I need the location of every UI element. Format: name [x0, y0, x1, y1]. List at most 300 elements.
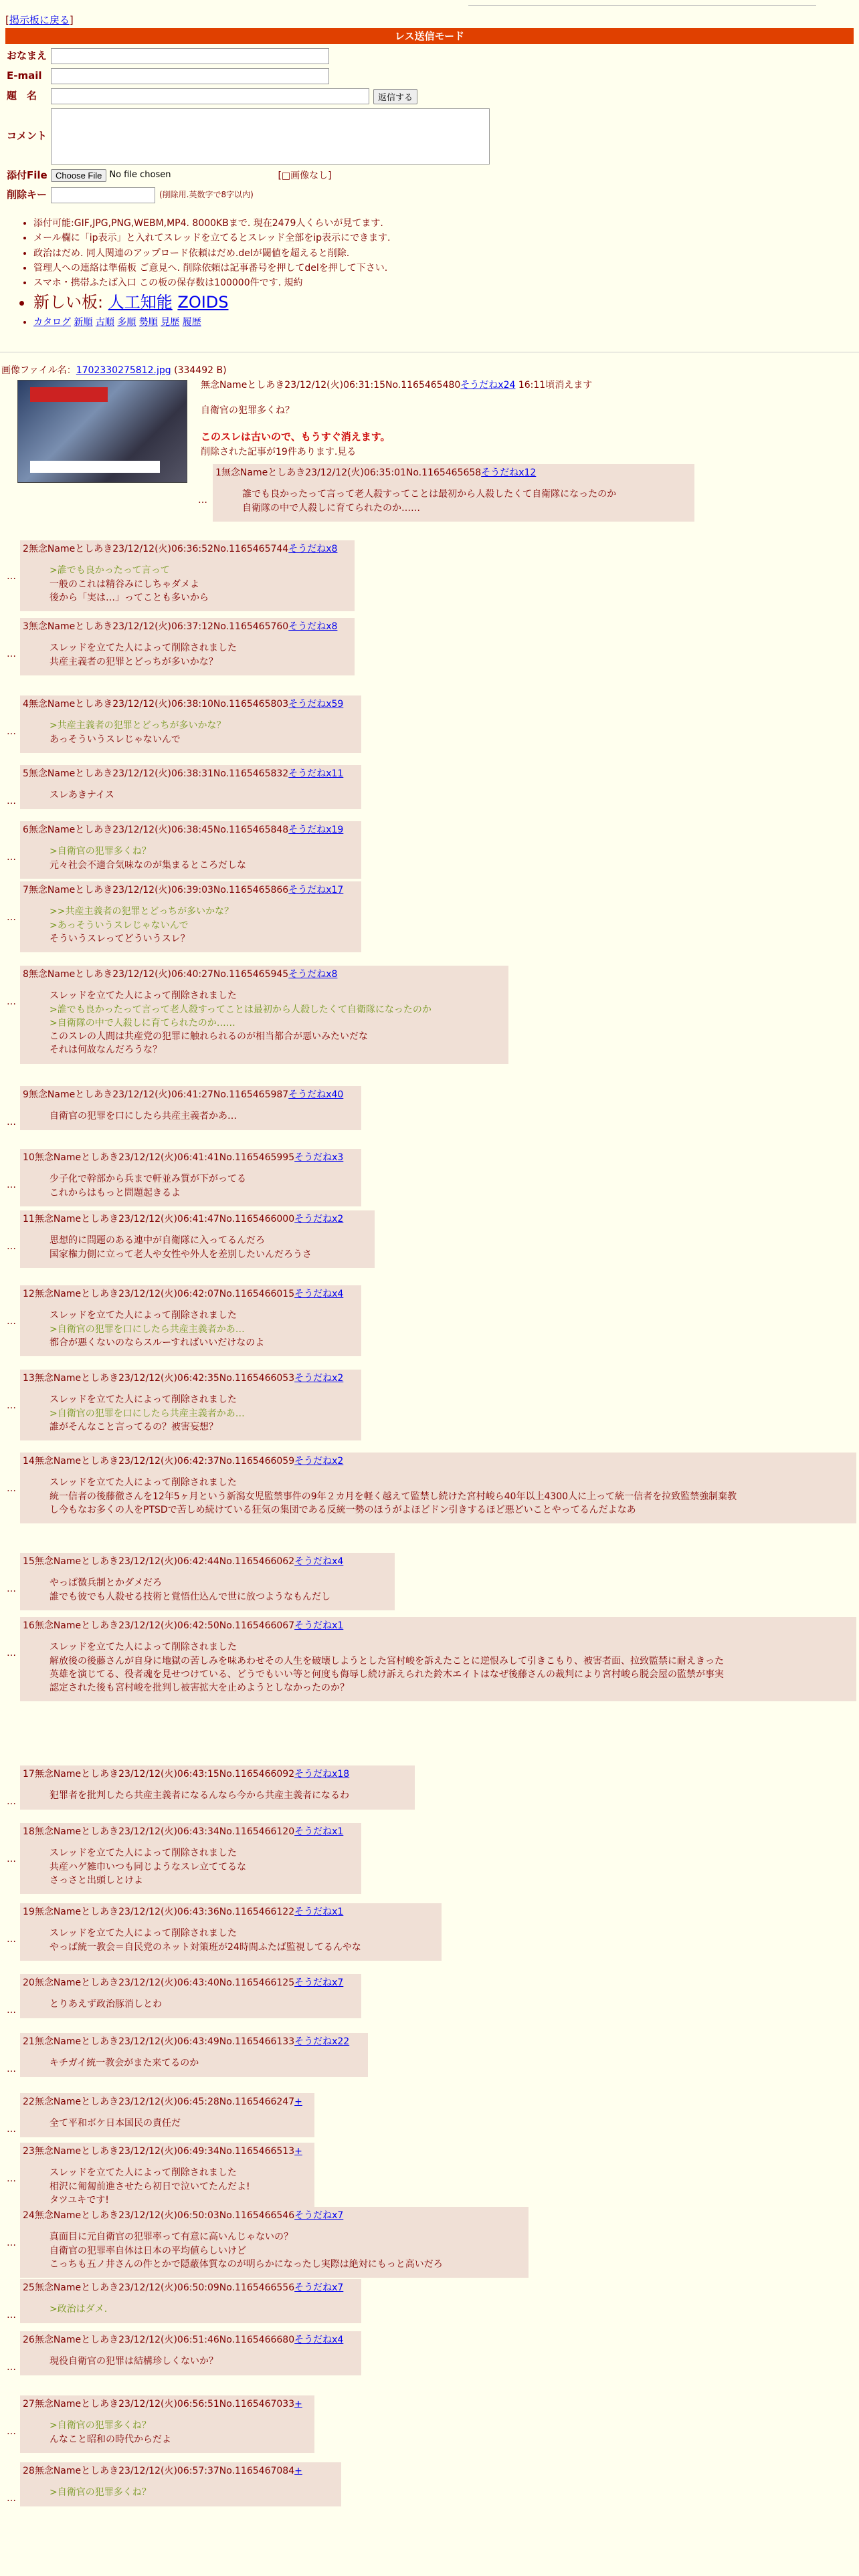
- reply-indent-marker: …: [7, 2426, 16, 2437]
- reply-box: [20, 1765, 415, 1810]
- soudane-link[interactable]: そうだねx19: [288, 825, 344, 835]
- reply-header: [23, 1212, 368, 1226]
- soudane-link[interactable]: そうだねx2: [294, 1373, 344, 1384]
- reply-header: [23, 542, 348, 556]
- soudane-link[interactable]: そうだねx12: [481, 467, 537, 478]
- reply-line: スレあきナイス: [50, 790, 114, 801]
- reply-line: あっそういうスレじゃないんで: [50, 734, 181, 745]
- reply-line: 自衛官の犯罪を口にしたら共産主義者かあ…: [50, 1111, 237, 1122]
- quoted-line: >>共産主義者の犯罪とどっちが多いかな？: [50, 906, 234, 918]
- reply-box: [20, 1823, 361, 1894]
- reply-header: [23, 620, 348, 633]
- reply-header: [23, 1976, 355, 1990]
- reply-post: [7, 1974, 361, 2018]
- reply-indent-marker: …: [7, 2493, 16, 2504]
- reply-line: スレッドを立てた人によって削除されました: [50, 643, 237, 654]
- reply-header: [23, 1825, 355, 1838]
- reply-header: [23, 1555, 388, 1568]
- reply-header-text: 14無念Nameとしあき23/12/12(火)06:42:37No.1165466059: [23, 1456, 295, 1467]
- reply-line: んなこと昭和の時代からだよ: [50, 2434, 171, 2445]
- reply-post: [7, 1823, 361, 1894]
- delete-key-input[interactable]: [51, 187, 155, 203]
- reply-indent-marker: …: [7, 1117, 16, 1128]
- reply-header: [23, 2281, 355, 2294]
- reply-line: スレッドを立てた人によって削除されました: [50, 1642, 237, 1653]
- soudane-link[interactable]: そうだねx1: [294, 1826, 344, 1837]
- soudane-link[interactable]: そうだねx3: [294, 1152, 344, 1163]
- reply-header: [23, 1287, 355, 1301]
- soudane-link[interactable]: そうだねx22: [294, 2036, 350, 2047]
- reply-line: 認定された後も宮村峻を批判し被害拡大を止めようとしなかったのか？: [50, 1683, 349, 1694]
- reply-box: [20, 1553, 395, 1610]
- reply-post: [7, 2093, 314, 2137]
- soudane-link[interactable]: そうだねx18: [294, 1769, 350, 1780]
- new-board-link-ai[interactable]: 人工知能: [108, 293, 173, 312]
- op-expiry: 16:11頃消えます: [518, 380, 593, 391]
- soudane-link[interactable]: +: [294, 2097, 302, 2107]
- reply-body: [23, 2230, 522, 2271]
- email-input[interactable]: [51, 68, 329, 84]
- reply-body: [215, 488, 688, 515]
- reply-post: [7, 1553, 395, 1610]
- comment-textarea[interactable]: [51, 108, 490, 165]
- news-caption-bottom: [30, 461, 160, 473]
- quoted-line: >自衛官の犯罪多くね？: [50, 2420, 151, 2432]
- sort-new-link[interactable]: 新順: [74, 317, 93, 328]
- reply-header: [215, 466, 688, 479]
- reply-indent-marker: …: [7, 1796, 16, 1807]
- reply-line: 英雄を演じてる、役者魂を見せつけている、どうでもいい等と何度も侮辱し続け訴えられた鈴木エイトはなぜ後藤さんの裁判により宮村峻ら脱会屋の監禁が事実: [50, 1669, 724, 1680]
- reply-box: [20, 695, 361, 753]
- news-caption-top: [30, 387, 108, 402]
- reply-header: [23, 697, 355, 711]
- quoted-line: >政治はダメ.: [50, 2304, 108, 2315]
- reply-post: [7, 821, 361, 879]
- reply-header: [23, 968, 502, 981]
- reply-body: [23, 1234, 368, 1261]
- reply-line: 後から「実は…」ってことも多いから: [50, 592, 209, 603]
- soudane-link[interactable]: そうだねx17: [288, 885, 344, 895]
- image-file-label: 画像ファイル名：: [1, 365, 76, 376]
- reply-line: それは何故なんだろうな？: [50, 1045, 162, 1056]
- reply-line: 犯罪者を批判したら共産主義者になるんなら今から共産主義者になるわ: [50, 1790, 349, 1802]
- op-header: 無念Nameとしあき23/12/12(火)06:31:15No.1165465480: [201, 380, 461, 391]
- reply-line: これからはもっと問題起きるよ: [50, 1187, 181, 1198]
- reply-header: [23, 1767, 408, 1781]
- email-label: E-mail: [7, 70, 42, 82]
- reply-header-text: 23無念Nameとしあき23/12/12(火)06:49:34No.1165466513: [23, 2146, 295, 2157]
- reply-header-text: 2無念Nameとしあき23/12/12(火)06:36:52No.1165465744: [23, 544, 289, 554]
- soudane-link[interactable]: そうだねx2: [294, 1214, 344, 1224]
- soudane-link[interactable]: そうだねx8: [288, 621, 338, 632]
- reply-form: [7, 48, 490, 207]
- delete-key-label: 削除キー: [7, 188, 47, 201]
- reply-body: [23, 1998, 355, 2011]
- reply-post: [7, 966, 508, 1064]
- reply-header: [23, 2209, 522, 2222]
- quoted-line: >自衛官の犯罪を口にしたら共産主義者かあ…: [50, 1323, 245, 1335]
- reply-header-text: 7無念Nameとしあき23/12/12(火)06:39:03No.1165465866: [23, 885, 289, 895]
- submit-reply-button[interactable]: 返信する: [373, 89, 417, 104]
- deleted-count: 削除された記事が19件あります.見る: [201, 447, 357, 458]
- reply-post: [7, 1617, 856, 1701]
- info-item: • 管理人への連絡は準備板 ご意見へ. 削除依頼は記事番号を押してdelを押して下さい.: [33, 261, 390, 275]
- info-item: • スマホ・携帯ふたば入口 この板の保存数は100000件です. 規約: [33, 276, 390, 290]
- reply-header-text: 26無念Nameとしあき23/12/12(火)06:51:46No.1165466680: [23, 2335, 295, 2345]
- reply-body: [23, 1576, 388, 1604]
- reply-post: [7, 1765, 415, 1810]
- sort-old-link[interactable]: 古順: [95, 317, 114, 328]
- reply-post: [7, 1086, 361, 1130]
- reply-header-text: 17無念Nameとしあき23/12/12(火)06:43:15No.1165466092: [23, 1769, 295, 1780]
- reply-box: [20, 1974, 361, 2018]
- reply-indent-marker: …: [7, 1241, 16, 1252]
- reply-post: [7, 2207, 529, 2278]
- thread-image-thumbnail[interactable]: [17, 380, 187, 483]
- reply-line: 誰でも良かったって言って老人殺すってことは最初から人殺したくて自衛隊になったのか: [242, 489, 617, 500]
- reply-indent-marker: …: [7, 649, 16, 659]
- reply-post: [7, 765, 361, 809]
- reply-header: [23, 883, 355, 897]
- reply-header-text: 20無念Nameとしあき23/12/12(火)06:43:40No.1165466125: [23, 1977, 295, 1988]
- reply-body: [23, 989, 502, 1057]
- reply-header: [23, 767, 355, 780]
- reply-post: [198, 464, 694, 522]
- soudane-link[interactable]: そうだねx7: [294, 1977, 344, 1988]
- reply-header-text: 25無念Nameとしあき23/12/12(火)06:50:09No.1165466556: [23, 2282, 295, 2293]
- reply-post: [7, 1453, 856, 1523]
- reply-indent-marker: …: [7, 1934, 16, 1945]
- reply-header-text: 15無念Nameとしあき23/12/12(火)06:42:44No.1165466062: [23, 1556, 295, 1567]
- reply-header-text: 6無念Nameとしあき23/12/12(火)06:38:45No.1165465848: [23, 825, 289, 835]
- reply-body: [23, 1927, 435, 1954]
- reply-post: [7, 881, 361, 952]
- new-board-prefix: 新しい板:: [33, 293, 104, 312]
- quoted-line: >自衛官の犯罪多くね？: [50, 2487, 151, 2498]
- reply-line: さっさと出頭しとけよ: [50, 1874, 143, 1886]
- reply-box: [20, 2033, 368, 2077]
- reply-box: [20, 2279, 361, 2323]
- reply-line: やっぱ統一教会＝自民党のネット対策班が24時間ふたば監視してるんやな: [50, 1941, 361, 1953]
- reply-indent-marker: …: [7, 1854, 16, 1864]
- reply-header: [23, 2035, 361, 2048]
- reply-line: タツユキです!: [50, 2194, 109, 2206]
- soudane-link[interactable]: +: [294, 2399, 302, 2409]
- reply-header: [23, 2333, 355, 2347]
- reply-indent-marker: …: [7, 796, 16, 807]
- delete-key-note: (削除用.英数字で8字以内): [159, 190, 254, 200]
- soudane-link[interactable]: そうだねx2: [294, 1456, 344, 1467]
- op-soudane-link[interactable]: そうだねx24: [460, 380, 516, 391]
- quoted-line: >誰でも良かったって言って老人殺すってことは最初から人殺したくて自衛隊になったのか: [50, 1004, 432, 1015]
- reply-post: [7, 1903, 442, 1961]
- reply-header: [23, 1372, 355, 1385]
- reply-body: [23, 2486, 335, 2499]
- reply-body: [23, 2355, 355, 2368]
- reply-box: [20, 1086, 361, 1130]
- soudane-link[interactable]: そうだねx4: [294, 1289, 344, 1299]
- reply-post: [7, 1210, 375, 1268]
- reply-indent-marker: …: [7, 996, 16, 1007]
- reply-header-text: 11無念Nameとしあき23/12/12(火)06:41:47No.1165466000: [23, 1214, 295, 1224]
- history-link[interactable]: 履歴: [182, 317, 201, 328]
- reply-post: [7, 2143, 314, 2214]
- reply-indent-marker: …: [7, 912, 16, 923]
- reply-post: [7, 2395, 314, 2453]
- reply-line: 共産ハゲ雑巾いつも同じようなスレ立ててるな: [50, 1861, 246, 1872]
- sort-many-link[interactable]: 多順: [117, 317, 136, 328]
- reply-indent-marker: …: [7, 1483, 16, 1494]
- reply-box: [20, 765, 361, 809]
- reply-line: スレッドを立てた人によって削除されました: [50, 1848, 237, 1859]
- reply-line: やっぱ徴兵制とかダメだろ: [50, 1578, 162, 1589]
- reply-box: [20, 540, 355, 611]
- reply-line: 国家権力側に立って老人や女性や外人を差別したいんだろうさ: [50, 1249, 312, 1260]
- soudane-link[interactable]: そうだねx40: [288, 1089, 344, 1100]
- reply-box: [20, 821, 361, 879]
- reply-mode-banner: レス送信モード: [5, 28, 854, 44]
- reply-header: [23, 823, 355, 837]
- reply-body: [23, 1476, 850, 1517]
- soudane-link[interactable]: そうだねx4: [294, 1556, 344, 1567]
- reply-box: [20, 2207, 529, 2278]
- reply-indent-marker: …: [7, 571, 16, 582]
- reply-indent-marker: …: [7, 2173, 16, 2184]
- reply-line: 自衛官の犯罪率自体は日本の平均値らしいけど: [50, 2245, 246, 2256]
- image-file-line: [1, 364, 227, 377]
- reply-post: [7, 618, 355, 675]
- reply-header-text: 8無念Nameとしあき23/12/12(火)06:40:27No.1165465945: [23, 969, 289, 980]
- soudane-link[interactable]: そうだねx59: [288, 699, 344, 710]
- reply-box: [20, 2395, 314, 2453]
- reply-header-text: 5無念Nameとしあき23/12/12(火)06:38:31No.1165465832: [23, 768, 289, 779]
- reply-line: 相沢に匍匐前進させたら初日で泣いてたんだよ!: [50, 2181, 250, 2192]
- reply-header-text: 9無念Nameとしあき23/12/12(火)06:41:27No.1165465987: [23, 1089, 289, 1100]
- reply-header: [23, 1455, 850, 1468]
- reply-line: 元々社会不適合気味なのが集まるところだしな: [50, 859, 246, 871]
- reply-header-text: 4無念Nameとしあき23/12/12(火)06:38:10No.1165465803: [23, 699, 289, 710]
- reply-line: し今もなお多くの人をPTSDで苦しめ続けている狂気の集団である反統一勢のほうがよほどドン引きするほど悪どいことやってるんだよなあ: [50, 1504, 636, 1515]
- subject-label: 題 名: [7, 90, 37, 102]
- quoted-line: >自衛隊の中で人殺しに育てられたのか……: [50, 1017, 235, 1029]
- reply-line: 統一信者の後藤徹さんを12年5ヶ月という新潟女児監禁事件の9年２カ月を軽く越えて監禁し続けた宮村峻ら40年以上4300人に上って統一信者を拉致監禁強制棄教: [50, 1491, 737, 1502]
- reply-indent-marker: …: [198, 495, 207, 506]
- reply-line: 少子化で幹部から兵まで軒並み質が下がってる: [50, 1174, 246, 1185]
- reply-indent-marker: …: [7, 1180, 16, 1190]
- catalog-link[interactable]: カタログ: [33, 317, 71, 328]
- reply-indent-marker: …: [7, 1400, 16, 1411]
- reply-header: [23, 2095, 308, 2109]
- reply-line: 誰でも彼でも人殺せる技術と覚悟仕込んで世に放つようなもんだし: [50, 1591, 330, 1602]
- op-post: [201, 379, 592, 463]
- reply-body: [23, 788, 355, 802]
- reply-header-text: 22無念Nameとしあき23/12/12(火)06:45:28No.1165466247: [23, 2097, 295, 2107]
- soudane-link[interactable]: そうだねx8: [288, 544, 338, 554]
- reply-post: [7, 1370, 361, 1440]
- reply-indent-marker: …: [7, 726, 16, 737]
- reply-body: [23, 845, 355, 872]
- quoted-line: >自衛官の犯罪を口にしたら共産主義者かあ…: [50, 1408, 245, 1419]
- reply-header-text: 28無念Nameとしあき23/12/12(火)06:57:37No.1165467084: [23, 2466, 295, 2476]
- comment-label: コメント: [7, 130, 47, 142]
- soudane-link[interactable]: そうだねx1: [294, 1907, 344, 1917]
- reply-box: [20, 2331, 361, 2375]
- back-link-wrap: [掲示板に戻る]: [5, 14, 74, 26]
- reply-post: [7, 1149, 361, 1206]
- reply-header-text: 18無念Nameとしあき23/12/12(火)06:43:34No.1165466120: [23, 1826, 295, 1837]
- top-divider: [468, 5, 816, 6]
- reply-body: [23, 2166, 308, 2207]
- reply-header-text: 21無念Nameとしあき23/12/12(火)06:43:49No.1165466133: [23, 2036, 295, 2047]
- quoted-line: >共産主義者の犯罪とどっちが多いかな？: [50, 720, 226, 732]
- board-info-list: [33, 215, 390, 331]
- soudane-link[interactable]: そうだねx4: [294, 2335, 344, 2345]
- reply-line: 一般のこれは精谷みにしちゃダメよ: [50, 578, 199, 590]
- file-label: 添付File: [7, 169, 47, 181]
- reply-line: スレッドを立てた人によって削除されました: [50, 1928, 237, 1939]
- reply-line: キチガイ統一教会がまた来てるのか: [50, 2058, 199, 2069]
- reply-header: [23, 1905, 435, 1919]
- reply-body: [23, 1640, 850, 1695]
- quoted-line: >自衛官の犯罪多くね？: [50, 846, 151, 857]
- reply-indent-marker: …: [7, 2362, 16, 2373]
- reply-header: [23, 1151, 355, 1164]
- reply-line: 誰がそんなこと言ってるの？被害妄想？: [50, 1421, 218, 1432]
- reply-box: [20, 2093, 314, 2137]
- reply-header: [23, 2397, 308, 2411]
- reply-header-text: 16無念Nameとしあき23/12/12(火)06:42:50No.1165466067: [23, 1620, 295, 1631]
- sort-momentum-link[interactable]: 勢順: [138, 317, 158, 328]
- reply-line: こっちも五ノ井さんの件とかで隠蔽体質なのが明らかになったし実際は絶対にもっと高いだろ: [50, 2258, 443, 2270]
- new-board-line: [33, 291, 390, 314]
- reply-body: [23, 2419, 308, 2446]
- reply-line: 真面目に元自衛官の犯罪率って有意に高いんじゃないの？: [50, 2232, 293, 2243]
- reply-header-text: 24無念Nameとしあき23/12/12(火)06:50:03No.1165466546: [23, 2210, 295, 2221]
- reply-body: [23, 905, 355, 946]
- name-input[interactable]: [51, 48, 329, 64]
- reply-indent-marker: …: [7, 1584, 16, 1594]
- reply-box: [20, 1453, 856, 1523]
- view-history-link[interactable]: 見歴: [161, 317, 180, 328]
- reply-post: [7, 1285, 361, 1356]
- reply-box: [20, 2143, 314, 2214]
- reply-box: [20, 881, 361, 952]
- reply-post: [7, 2462, 341, 2506]
- soudane-link[interactable]: +: [294, 2146, 302, 2157]
- back-to-board-link[interactable]: 掲示板に戻る: [9, 14, 70, 26]
- new-board-link-zoids[interactable]: ZOIDS: [177, 293, 229, 312]
- reply-body: [23, 2117, 308, 2130]
- reply-header-text: 27無念Nameとしあき23/12/12(火)06:56:51No.1165467033: [23, 2399, 295, 2409]
- subject-input[interactable]: [51, 88, 369, 104]
- reply-indent-marker: …: [7, 2005, 16, 2016]
- reply-post: [7, 2033, 368, 2077]
- soudane-link[interactable]: そうだねx7: [294, 2210, 344, 2221]
- reply-header-text: 13無念Nameとしあき23/12/12(火)06:42:35No.1165466053: [23, 1373, 295, 1384]
- reply-header: [23, 1088, 355, 1101]
- reply-indent-marker: …: [7, 1316, 16, 1327]
- soudane-link[interactable]: そうだねx8: [288, 969, 338, 980]
- reply-header-text: 12無念Nameとしあき23/12/12(火)06:42:07No.1165466015: [23, 1289, 295, 1299]
- reply-line: スレッドを立てた人によって削除されました: [50, 2167, 237, 2179]
- reply-line: 解放後の後藤さんが自身に地獄の苦しみを味あわせその人生を破壊しようとした宮村峻を訴えたことに逆恨みして引きこもり、被害者面、拉致監禁に耐えきった: [50, 1655, 724, 1667]
- reply-body: [23, 1393, 355, 1434]
- reply-box: [20, 1370, 361, 1440]
- reply-box: [213, 464, 694, 522]
- reply-box: [20, 1149, 361, 1206]
- no-image-checkbox[interactable]: [□画像なし]: [278, 170, 332, 181]
- reply-box: [20, 1903, 442, 1961]
- reply-line: 自衛隊の中で人殺しに育てられたのか……: [242, 502, 420, 514]
- reply-body: [23, 1309, 355, 1350]
- reply-post: [7, 540, 355, 611]
- reply-indent-marker: …: [7, 852, 16, 863]
- reply-body: [23, 2302, 355, 2316]
- quoted-line: >あっそういうスレじゃないんで: [50, 920, 189, 931]
- reply-line: このスレの人間は共産党の犯罪に触れられるのが相当都合が悪いみたいだな: [50, 1031, 368, 1043]
- reply-body: [23, 1789, 408, 1802]
- reply-line: そういうスレってどういうスレ？: [50, 933, 190, 944]
- reply-line: 都合が悪くないのならスルーすればいいだけなのよ: [50, 1337, 265, 1348]
- reply-box: [20, 1617, 856, 1701]
- reply-body: [23, 719, 355, 746]
- reply-body: [23, 1846, 355, 1887]
- reply-indent-marker: …: [7, 1648, 16, 1658]
- catalog-links: [33, 316, 390, 329]
- op-body: 自衛官の犯罪多くね？: [201, 405, 294, 417]
- soudane-link[interactable]: そうだねx11: [288, 768, 344, 779]
- info-item: • メール欄に「ip表示」と入れてスレッドを立てるとスレッド全部をip表示にできます.: [33, 231, 390, 245]
- info-item: • 添付可能:GIF,JPG,PNG,WEBM,MP4. 8000KBまで. 現在2479人くらいが見てます.: [33, 217, 390, 230]
- reply-box: [20, 966, 508, 1064]
- image-file-link[interactable]: 1702330275812.jpg: [76, 365, 171, 376]
- image-file-size: (334492 B): [174, 365, 227, 376]
- reply-line: 現役自衛官の犯罪は結構珍しくないか？: [50, 2356, 218, 2367]
- reply-header-text: 19無念Nameとしあき23/12/12(火)06:43:36No.1165466122: [23, 1907, 295, 1917]
- reply-body: [23, 564, 348, 605]
- choose-file-button[interactable]: Choose File: [51, 169, 106, 182]
- reply-indent-marker: …: [7, 2238, 16, 2248]
- reply-box: [20, 2462, 341, 2506]
- reply-box: [20, 1210, 375, 1268]
- reply-body: [23, 1109, 355, 1123]
- reply-line: 全て平和ボケ日本国民の責任だ: [50, 2118, 181, 2129]
- reply-line: スレッドを立てた人によって削除されました: [50, 1394, 237, 1406]
- reply-indent-marker: …: [7, 2310, 16, 2321]
- quoted-line: >誰でも良かったって言って: [50, 565, 170, 576]
- reply-header-text: 10無念Nameとしあき23/12/12(火)06:41:41No.1165465995: [23, 1152, 295, 1163]
- file-status: No file chosen: [109, 170, 171, 181]
- soudane-link[interactable]: そうだねx7: [294, 2282, 344, 2293]
- reply-line: スレッドを立てた人によって削除されました: [50, 1310, 237, 1321]
- reply-header: [23, 2464, 335, 2478]
- reply-line: スレッドを立てた人によって削除されました: [50, 1477, 237, 1489]
- old-thread-warning: このスレは古いので、もうすぐ消えます。: [201, 430, 391, 443]
- reply-box: [20, 1285, 361, 1356]
- soudane-link[interactable]: そうだねx1: [294, 1620, 344, 1631]
- reply-line: 共産主義者の犯罪とどっちが多いかな？: [50, 656, 218, 667]
- reply-line: とりあえず政治豚消しとわ: [50, 1999, 162, 2010]
- reply-indent-marker: …: [7, 2124, 16, 2135]
- name-label: おなまえ: [7, 49, 47, 62]
- reply-post: [7, 2331, 361, 2375]
- info-item: • 政治はだめ. 同人関連のアップロード依頼はだめ.delが閾値を超えると削除.: [33, 247, 390, 260]
- reply-body: [23, 1172, 355, 1200]
- reply-line: 思想的に問題のある連中が自衛隊に入ってるんだろ: [50, 1235, 265, 1247]
- reply-post: [7, 2279, 361, 2323]
- reply-body: [23, 2056, 361, 2070]
- soudane-link[interactable]: +: [294, 2466, 302, 2476]
